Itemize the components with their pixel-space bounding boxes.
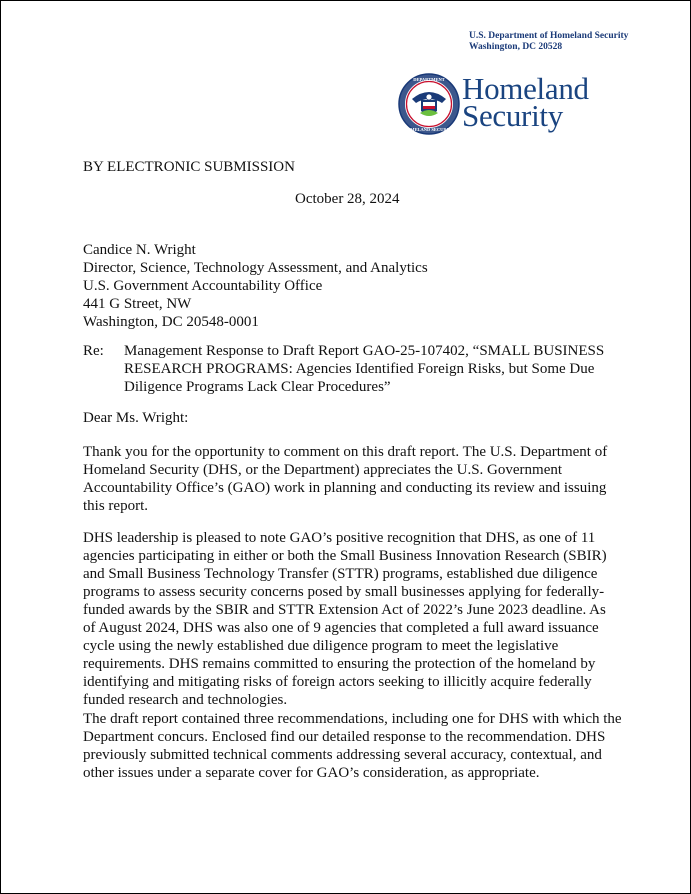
- recipient-street: 441 G Street, NW: [83, 296, 192, 312]
- subject-label: Re:: [83, 343, 104, 359]
- recipient-city: Washington, DC 20548-0001: [83, 314, 259, 330]
- svg-text:HOMELAND SECURITY: HOMELAND SECURITY: [403, 127, 455, 132]
- recipient-title: Director, Science, Technology Assessment, and Analytics: [83, 260, 428, 276]
- paragraph-line: requirements. DHS remains committed to ensuring the protection of the homeland by: [83, 656, 596, 672]
- paragraph-line: Thank you for the opportunity to comment on this draft report. The U.S. Department of: [83, 444, 608, 460]
- subject-line: [124, 342, 604, 396]
- paragraph-line: this report.: [83, 498, 148, 514]
- wordmark-line1: Homeland: [462, 71, 589, 106]
- paragraph-line: Accountability Office’s (GAO) work in planning and conducting its review and issuing: [83, 480, 607, 496]
- paragraph-line: Homeland Security (DHS, or the Department) appreciates the U.S. Government: [83, 462, 563, 478]
- paragraph-line: previously submitted technical comments addressing several accuracy, contextual, and: [83, 747, 602, 763]
- dhs-wordmark: [462, 71, 589, 133]
- dhs-seal-icon: [398, 73, 460, 135]
- wordmark-line2: Security: [462, 98, 563, 133]
- paragraph-2: [83, 529, 607, 709]
- paragraph-line: Department concurs. Enclosed find our detailed response to the recommendation. DHS: [83, 729, 606, 745]
- recipient-organization: U.S. Government Accountability Office: [83, 278, 323, 294]
- subject-line-1: Management Response to Draft Report GAO-25-107402, “SMALL BUSINESS: [124, 343, 605, 359]
- paragraph-line: and Small Business Technology Transfer (STTR) programs, established due diligence: [83, 566, 598, 582]
- paragraph-line: agencies participating in either or both the Small Business Innovation Research (SBIR): [83, 548, 607, 564]
- paragraph-line: The draft report contained three recommendations, including one for DHS with which the: [83, 711, 622, 727]
- submission-method: BY ELECTRONIC SUBMISSION: [83, 159, 295, 175]
- paragraph-3: [83, 710, 622, 782]
- paragraph-line: DHS leadership is pleased to note GAO’s positive recognition that DHS, as one of 11: [83, 530, 596, 546]
- paragraph-line: of August 2024, DHS was also one of 9 agencies that completed a full award issuance: [83, 620, 599, 636]
- recipient-address: [83, 241, 428, 331]
- subject-line-3: Diligence Programs Lack Clear Procedures”: [124, 379, 391, 395]
- paragraph-line: programs to assess security concerns posed by small businesses applying for federally-: [83, 584, 605, 600]
- letter-date: October 28, 2024: [295, 191, 400, 207]
- letterhead-address: [469, 31, 628, 53]
- paragraph-line: funded research and technologies.: [83, 692, 288, 708]
- svg-text:DEPARTMENT: DEPARTMENT: [413, 77, 445, 82]
- paragraph-line: funded awards by the SBIR and STTR Extension Act of 2022’s June 2023 deadline. As: [83, 602, 606, 618]
- paragraph-line: other issues under a separate cover for GAO’s consideration, as appropriate.: [83, 765, 540, 781]
- paragraph-line: identifying and mitigating risks of foreign actors seeking to illicitly acquire federally: [83, 674, 592, 690]
- letterhead-address-line1: U.S. Department of Homeland Security: [469, 31, 629, 41]
- paragraph-1: [83, 443, 607, 515]
- subject-line-2: RESEARCH PROGRAMS: Agencies Identified Foreign Risks, but Some Due: [124, 361, 595, 377]
- dhs-logo: [398, 73, 608, 139]
- paragraph-line: cycle using the newly established due diligence program to meet the legislative: [83, 638, 559, 654]
- recipient-name: Candice N. Wright: [83, 242, 196, 258]
- letterhead-address-line2: Washington, DC 20528: [469, 42, 563, 52]
- salutation: Dear Ms. Wright:: [83, 410, 189, 426]
